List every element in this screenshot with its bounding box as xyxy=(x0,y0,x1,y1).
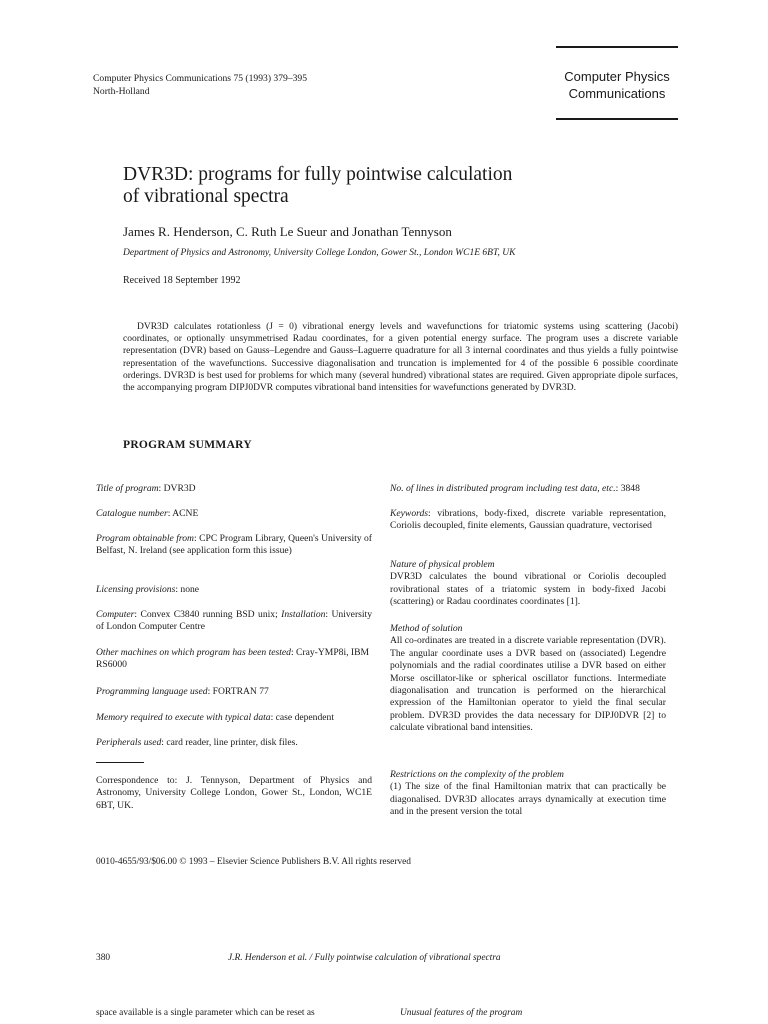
summary-method-of-solution xyxy=(390,623,666,735)
journal-rule-bottom xyxy=(556,118,678,120)
field-label: Other machines on which program has been tested xyxy=(96,647,291,658)
journal-name xyxy=(556,68,678,102)
field-value: : FORTRAN 77 xyxy=(207,686,269,697)
article-title xyxy=(123,164,603,208)
publisher: North-Holland xyxy=(93,86,150,97)
article-title-line2: of vibrational spectra xyxy=(123,186,289,207)
summary-language xyxy=(96,686,372,698)
field-value: : Cray-YMP8i, IBM RS6000 xyxy=(96,647,370,671)
summary-computer xyxy=(96,609,372,634)
field-value: : CPC Program Library, Queen's University of Belfast, N. Ireland (see application form this issue) xyxy=(96,533,373,557)
field-value: : ACNE xyxy=(167,508,199,519)
field-label: Peripherals used xyxy=(96,737,162,748)
summary-keywords xyxy=(390,508,666,533)
running-head: J.R. Henderson et al. / Fully pointwise calculation of vibrational spectra xyxy=(228,953,501,963)
field-label: Programming language used xyxy=(96,686,208,697)
field-label: Installation xyxy=(281,609,326,620)
received-date: Received 18 September 1992 xyxy=(123,275,241,286)
field-label: Restrictions on the complexity of the problem xyxy=(390,769,564,780)
summary-lines-of-program xyxy=(390,483,666,495)
article-authors: James R. Henderson, C. Ruth Le Sueur and Jonathan Tennyson xyxy=(123,224,452,239)
abstract: DVR3D calculates rotationless (J = 0) vibrational energy levels and wavefunctions for triatomic systems using scattering (Jacobi) coordinates, or optionally unsymmetrised Radau coordinates, for a given potential energy surface. The program uses a discrete variable representation (DVR) based on Gauss–Legendre and Gauss–Laguerre quadrature for all 3 internal coordinates and thus yields a fully pointwise representation of the wavefunctions. Successive diagonalisation and truncation is implemented for 4 of the possible 6 possible coordinate orderings. DVR3D is best used for problems for which many (several hundred) vibrational states are required. Given appropriate dipole surfaces, the accompanying program DIPJ0DVR computes vibrational band intensities for wavefunctions generated by DVR3D. xyxy=(123,322,678,394)
page-number: 380 xyxy=(96,953,111,963)
field-label: Computer xyxy=(96,609,135,620)
next-page-heading: Unusual features of the program xyxy=(400,1008,523,1018)
copyright-line: 0010-4655/93/$06.00 © 1993 – Elsevier Science Publishers B.V. All rights reserved xyxy=(96,857,411,867)
field-value: : case dependent xyxy=(270,712,334,723)
journal-name-line1: Computer Physics xyxy=(564,69,670,84)
field-value: : Convex C3840 running BSD unix; xyxy=(134,609,278,620)
summary-peripherals xyxy=(96,737,372,749)
summary-obtainable-from xyxy=(96,533,372,558)
field-value: : University of London Computer Centre xyxy=(96,609,372,633)
field-value: : DVR3D xyxy=(158,483,196,494)
article-affiliation: Department of Physics and Astronomy, University College London, Gower St., London WC1E 6BT, UK xyxy=(123,248,516,258)
correspondence-footnote: Correspondence to: J. Tennyson, Department of Physics and Astronomy, University College London, Gower St., London, WC1E 6BT, UK. xyxy=(96,775,372,811)
article-title-line1: DVR3D: programs for fully pointwise calculation xyxy=(123,164,513,185)
journal-citation: Computer Physics Communications 75 (1993) 379–395 xyxy=(93,73,307,84)
summary-nature-of-problem xyxy=(390,559,666,609)
field-value: : 3848 xyxy=(615,483,640,494)
field-value: : none xyxy=(175,584,200,595)
field-label: Nature of physical problem xyxy=(390,559,495,570)
summary-restrictions xyxy=(390,769,666,819)
field-label: Title of program xyxy=(96,483,159,494)
summary-other-machines xyxy=(96,647,372,672)
field-value: : vibrations, body-fixed, discrete variable representation, Coriolis decoupled, finite elements, Gaussian quadrature, vectorised xyxy=(390,508,666,532)
footnote-separator xyxy=(96,762,144,763)
summary-title-of-program xyxy=(96,483,372,495)
field-label: No. of lines in distributed program including test data, etc. xyxy=(390,483,616,494)
field-value: (1) The size of the final Hamiltonian matrix that can practically be diagonalised. DVR3D allocates arrays dynamically at execution time and in the present version the total xyxy=(390,781,666,818)
field-label: Program obtainable from xyxy=(96,533,194,544)
summary-memory xyxy=(96,712,372,724)
field-label: Catalogue number xyxy=(96,508,168,519)
field-label: Licensing provisions xyxy=(96,584,176,595)
field-label: Method of solution xyxy=(390,623,463,634)
summary-licensing xyxy=(96,584,372,596)
field-value: All co-ordinates are treated in a discrete variable representation (DVR). The angular coordinate uses a DVR based on (associated) Legendre polynomials and the radial coordinates utilise a DVR based on either Morse oscillator-like or spherical oscillator functions. Intermediate diagonalisation and truncation is performed on the hierarchical expression of the Hamiltonian operator to yield the final secular problem. DVR3D provides the data necessary for DIPJ0DVR [2] to calculate vibrational band intensities. xyxy=(390,635,666,734)
journal-rule-top xyxy=(556,46,678,48)
next-page-text: space available is a single parameter which can be reset as xyxy=(96,1008,315,1018)
program-summary-heading: PROGRAM SUMMARY xyxy=(123,439,252,451)
summary-catalogue-number xyxy=(96,508,372,520)
journal-name-line2: Communications xyxy=(568,86,666,101)
field-value: : card reader, line printer, disk files. xyxy=(161,737,298,748)
field-label: Memory required to execute with typical data xyxy=(96,712,271,723)
journal-citation-block xyxy=(93,72,307,98)
field-label: Keywords xyxy=(390,508,429,519)
field-value: DVR3D calculates the bound vibrational or Coriolis decoupled rovibrational states of a triatomic system in body-fixed Jacobi (scattering) or Radau coordinates coordinates [1]. xyxy=(390,571,666,608)
